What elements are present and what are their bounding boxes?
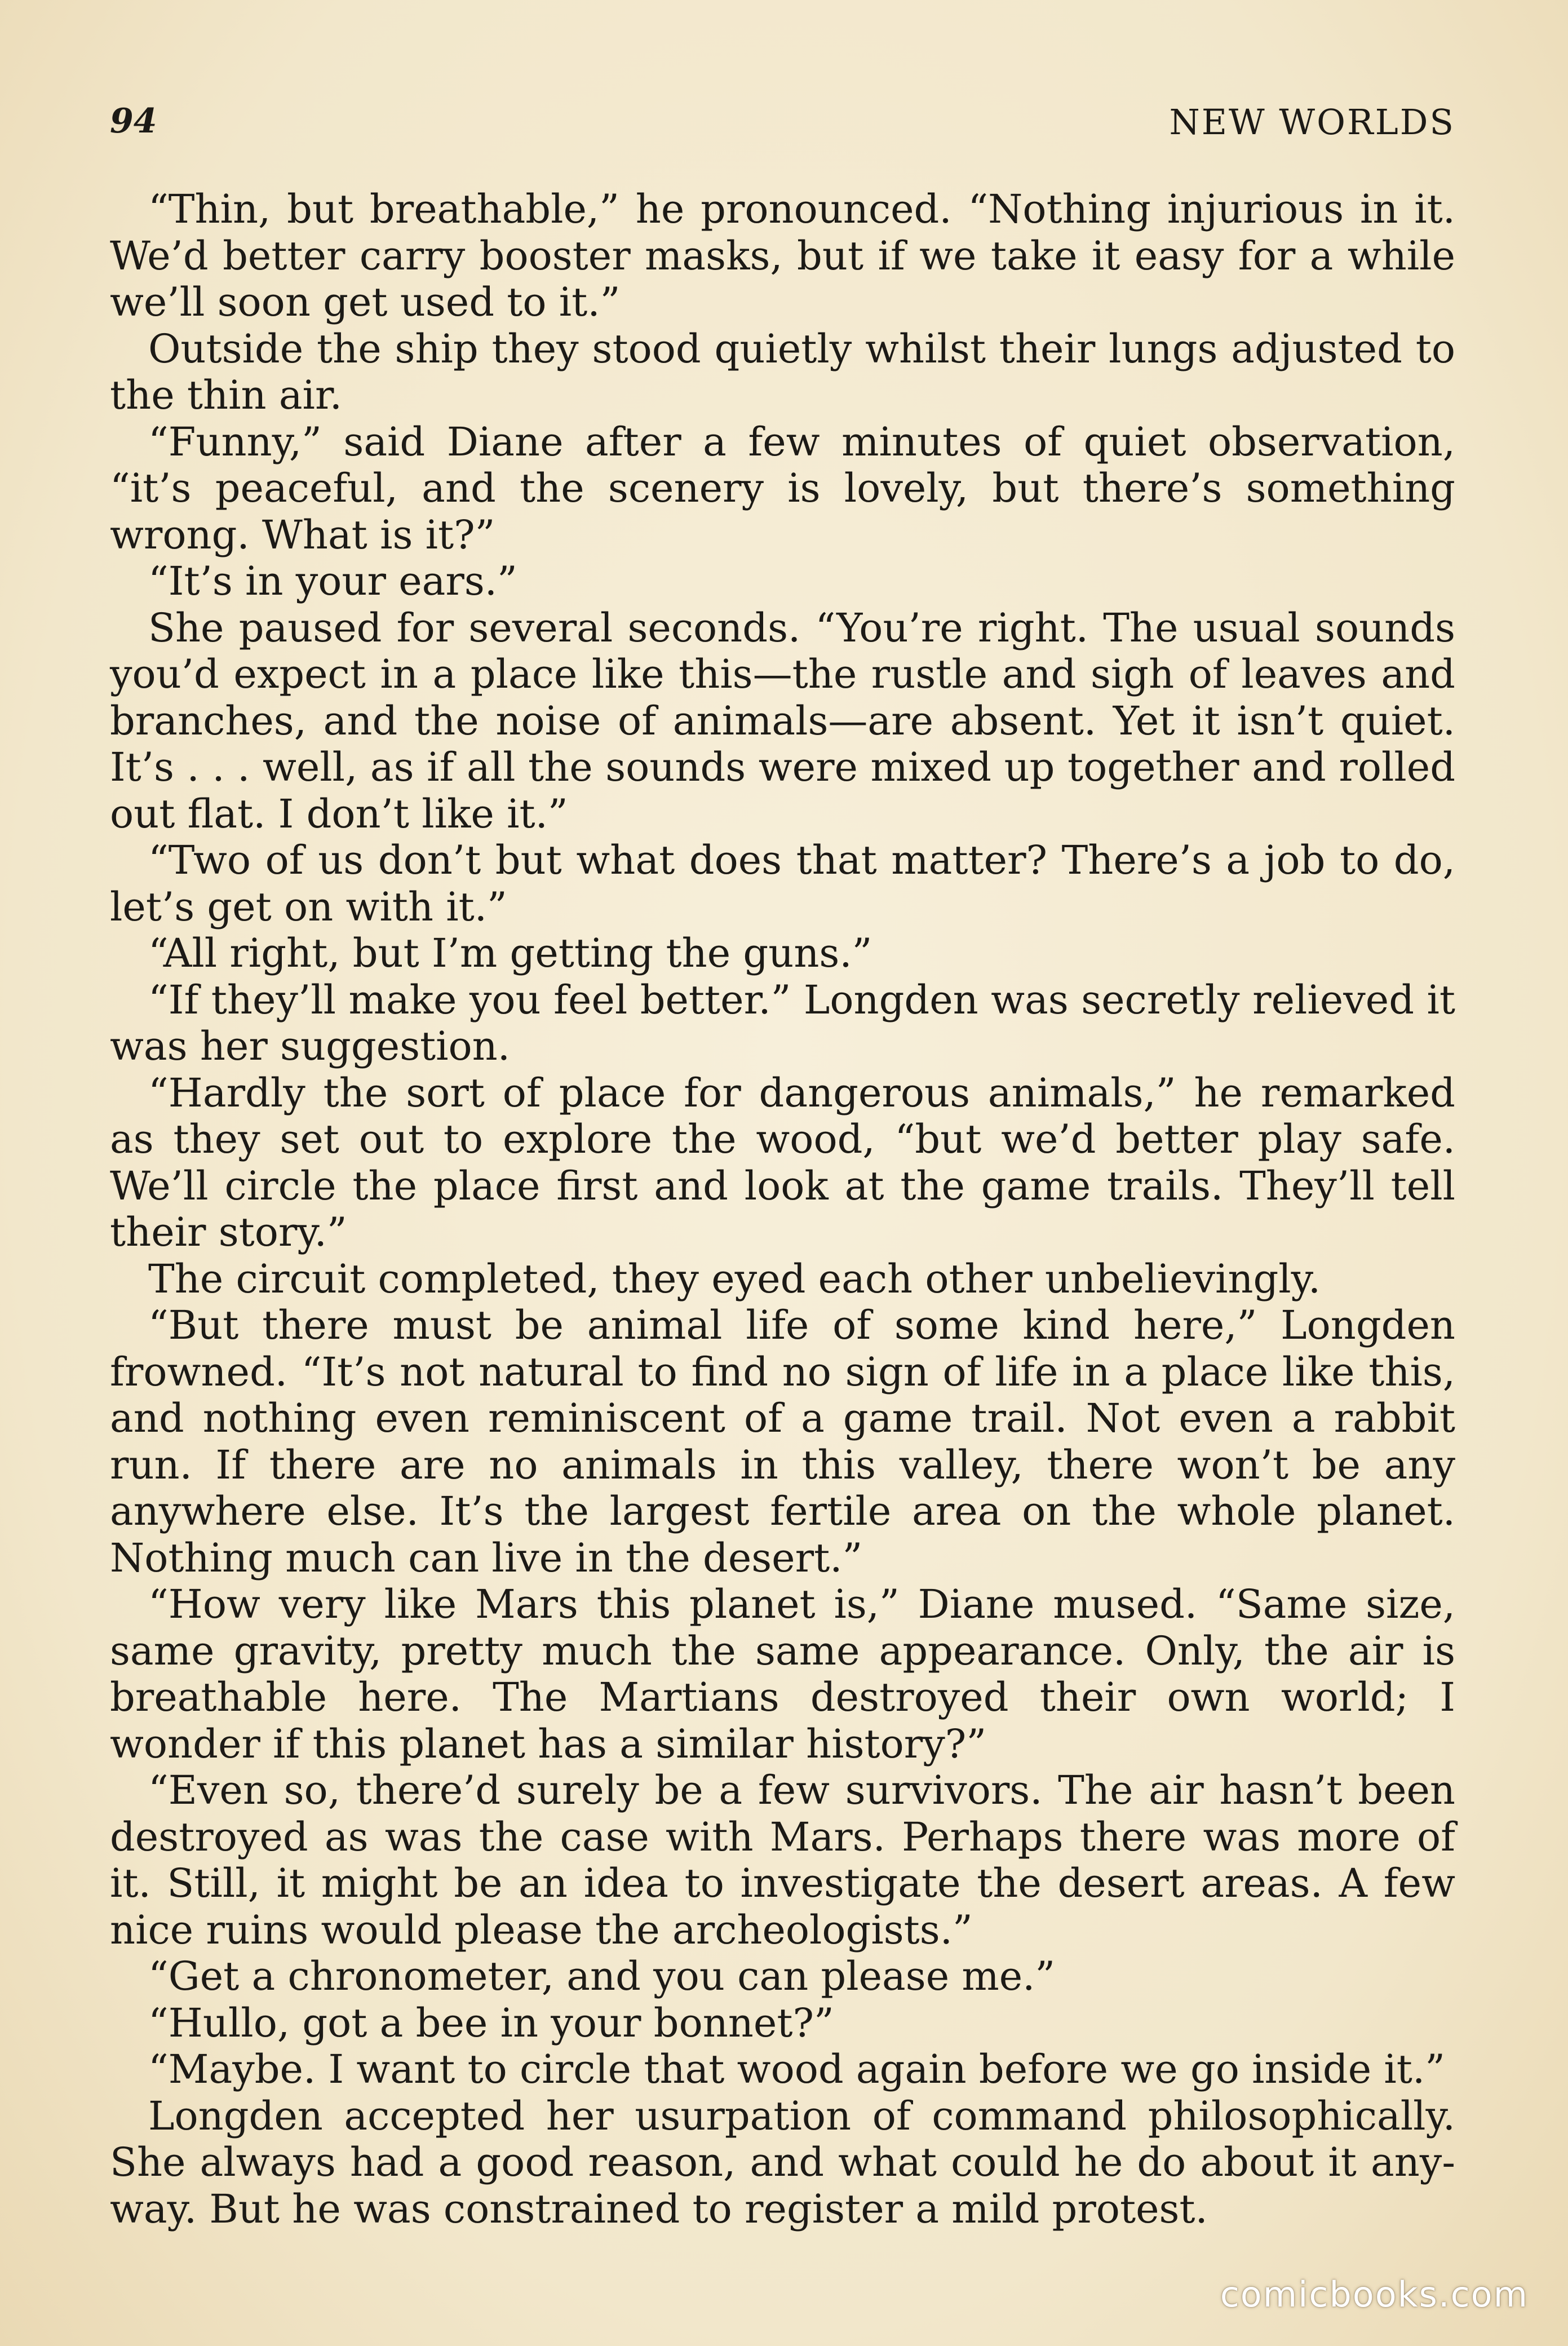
paragraph: “How very like Mars this planet is,” Diane mused. “Same size, same gravity, pretty much the same appearance. Only, the air is breathable here. The Martians destroyed their own world; I wonder if this planet has a similar history?” — [110, 1581, 1455, 1767]
paragraph: The circuit completed, they eyed each other unbelievingly. — [148, 1255, 1321, 1302]
paragraph: “Thin, but breathable,” he pronounced. “Nothing injurious in it. We’d better carry booster masks, but if we take it easy for a while we’ll soon get used to it.” — [110, 186, 1455, 325]
page-number: 94 — [110, 101, 157, 141]
paragraph: “It’s in your ears.” — [148, 558, 517, 604]
paragraph: “Hardly the sort of place for dangerous animals,” he remarked as they set out to explore the wood, “but we’d better play safe. We’ll circle the place first and look at the game trails. They’ll tell their story.” — [110, 1069, 1455, 1255]
running-head: NEW WORLDS — [1169, 101, 1455, 143]
body-text — [110, 186, 1455, 2232]
page-header — [110, 96, 1455, 158]
paragraph: “Two of us don’t but what does that matter? There’s a job to do, let’s get on with it.” — [110, 837, 1455, 930]
paragraph: “Maybe. I want to circle that wood again before we go inside it.” — [148, 2046, 1445, 2092]
paragraph: “If they’ll make you feel better.” Longden was secretly relieved it was her suggestion. — [110, 976, 1455, 1069]
paragraph: She paused for several seconds. “You’re right. The usual sounds you’d expect in a place like this—the rustle and sigh of leaves and branches, and the noise of animals—are absent. Yet it isn’t quiet. It’s . . . well, as if all the sounds were mixed up together and rolled out flat. I don’t like it.” — [110, 604, 1455, 837]
paragraph: “Get a chronometer, and you can please me.” — [148, 1953, 1056, 1999]
watermark: comicbooks.com — [1220, 2274, 1529, 2315]
paragraph: “Funny,” said Diane after a few minutes of quiet observation, “it’s peaceful, and the scenery is lovely, but there’s something wrong. What is it?” — [110, 418, 1455, 558]
paragraph: “Hullo, got a bee in your bonnet?” — [148, 1999, 834, 2046]
paragraph: Longden accepted her usurpation of command philosophically. She always had a good reason, and what could he do about it anyway. But he was constrained to register a mild protest. — [110, 2092, 1455, 2232]
paragraph: “All right, but I’m getting the guns.” — [148, 930, 872, 976]
paragraph: “Even so, there’d surely be a few survivors. The air hasn’t been destroyed as was the case with Mars. Perhaps there was more of it. Still, it might be an idea to investigate the desert areas. A few nice ruins would please the archeologists.” — [110, 1767, 1455, 1953]
paragraph: “But there must be animal life of some kind here,” Longden frowned. “It’s not natural to find no sign of life in a place like this, and nothing even reminiscent of a game trail. Not even a rabbit run. If there are no animals in this valley, there won’t be any anywhere else. It’s the largest fertile area on the whole planet. Nothing much can live in the desert.” — [110, 1302, 1455, 1581]
paragraph: Outside the ship they stood quietly whilst their lungs adjusted to the thin air. — [110, 325, 1455, 418]
